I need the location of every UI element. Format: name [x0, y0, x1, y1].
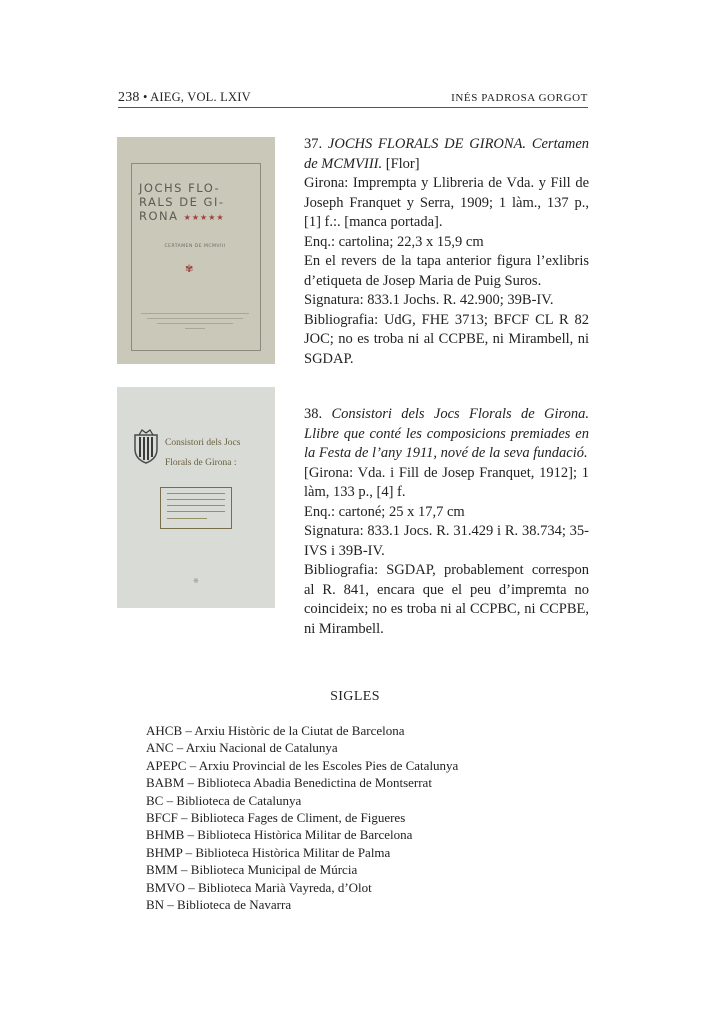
abbreviation-list	[146, 722, 458, 913]
list-item: BFCF – Biblioteca Fages de Climent, de Figueres	[146, 810, 406, 826]
entry-line: Bibliografia: UdG, FHE 3713; BFCF CL R 82 JOC; no es troba ni al CCPBE, ni Mirambell, ni SGDAP.	[304, 311, 589, 367]
list-item: BMM – Biblioteca Municipal de Múrcia	[146, 862, 358, 878]
header-left	[118, 90, 251, 106]
imprint-line	[185, 328, 205, 329]
list-item: BN – Biblioteca de Navarra	[146, 897, 292, 913]
cover-title-line: JOCHS FLO-	[139, 181, 221, 195]
box-text-line	[167, 518, 207, 519]
cover-title-line: Florals de Girona :	[165, 458, 237, 468]
journal-name: AIEG, VOL. LXIV	[150, 90, 251, 104]
list-item: BC – Biblioteca de Catalunya	[146, 792, 302, 808]
list-item: APEPC – Arxiu Provincial de les Escoles Pies de Catalunya	[146, 757, 459, 773]
entry-line: Bibliografia: SGDAP, probablement correspon al R. 841, encara que el peu d’impremta no coincideix; no es troba ni al CCPBC, ni CCPBE, ni Mirambell.	[304, 562, 589, 637]
entry-title-suffix: [Flor]	[385, 155, 420, 172]
printer-mark-icon: ※	[193, 577, 199, 585]
entry-line: Girona: Imprempta y Llibreria de Vda. y Fill de Joseph Franquet y Serra, 1909; 1 làm., 137 p., [1] f.:. [manca portada].	[304, 175, 589, 230]
list-item: BMVO – Biblioteca Marià Vayreda, d’Olot	[146, 879, 372, 895]
cover-title	[165, 433, 240, 473]
flower-icon: ✾	[185, 264, 194, 275]
catalog-entry-37	[304, 135, 589, 369]
box-text-line	[167, 493, 225, 494]
entry-title-text: JOCHS FLORALS DE GIRONA. Certamen de MCMVIII.	[304, 136, 589, 172]
imprint-line	[141, 313, 249, 314]
coat-of-arms-icon	[131, 429, 161, 465]
entry-title	[304, 405, 589, 464]
cover-title-line: Consistori dels Jocs	[165, 438, 241, 448]
entry-line: Enq.: cartolina; 22,3 x 15,9 cm	[304, 233, 484, 250]
header-bullet: •	[142, 90, 148, 104]
cover-title	[139, 181, 259, 225]
list-item: BHMB – Biblioteca Històrica Militar de Barcelona	[146, 827, 413, 843]
cover-title-line: RALS DE GI-	[139, 195, 225, 209]
cover-subtitle: CERTAMEN DE MCMVIII	[164, 244, 226, 249]
list-item: ANC – Arxiu Nacional de Catalunya	[146, 740, 338, 756]
box-text-line	[167, 499, 225, 500]
stars-ornament: ★★★★★	[183, 213, 225, 222]
book-cover-photo-38	[117, 387, 275, 608]
entry-title	[304, 135, 589, 174]
box-text-line	[167, 511, 225, 512]
entry-number: 38.	[304, 406, 323, 422]
author-name: INÉS PADROSA GORGOT	[451, 92, 588, 104]
running-header	[118, 88, 588, 108]
cover-text-box	[160, 487, 232, 529]
imprint-line	[147, 318, 243, 319]
entry-number: 37.	[304, 136, 323, 152]
book-cover-photo-37	[117, 137, 275, 364]
catalog-entry-38	[304, 405, 589, 639]
list-item: BHMP – Biblioteca Històrica Militar de Palma	[146, 844, 391, 860]
cover-title-line: RONA ★★★★★	[139, 209, 225, 223]
section-title: SIGLES	[330, 689, 380, 704]
box-text-line	[167, 505, 225, 506]
imprint-line	[157, 323, 233, 324]
list-item: AHCB – Arxiu Històric de la Ciutat de Barcelona	[146, 723, 405, 738]
entry-line: En el revers de la tapa anterior figura l’exlibris d’etiqueta de Josep Maria de Puig Suros.	[304, 253, 589, 289]
entry-line: Signatura: 833.1 Jochs. R. 42.900; 39B-IV.	[304, 292, 554, 308]
header-rule	[118, 107, 588, 108]
list-item: BABM – Biblioteca Abadia Benedictina de Montserrat	[146, 775, 432, 791]
page-number: 238	[118, 90, 140, 105]
entry-line: [Girona: Vda. i Fill de Josep Franquet, 1912]; 1 làm, 133 p., [4] f.	[304, 464, 589, 500]
entry-line: Signatura: 833.1 Jocs. R. 31.429 i R. 38.734; 35-IVS i 39B-IV.	[304, 523, 589, 559]
entry-line: Enq.: cartoné; 25 x 17,7 cm	[304, 503, 465, 520]
entry-title-text: Consistori dels Jocs Florals de Girona. Llibre que conté les composicions premiades en la Festa de l’any 1911, nové de la seva fundació.	[304, 406, 589, 461]
